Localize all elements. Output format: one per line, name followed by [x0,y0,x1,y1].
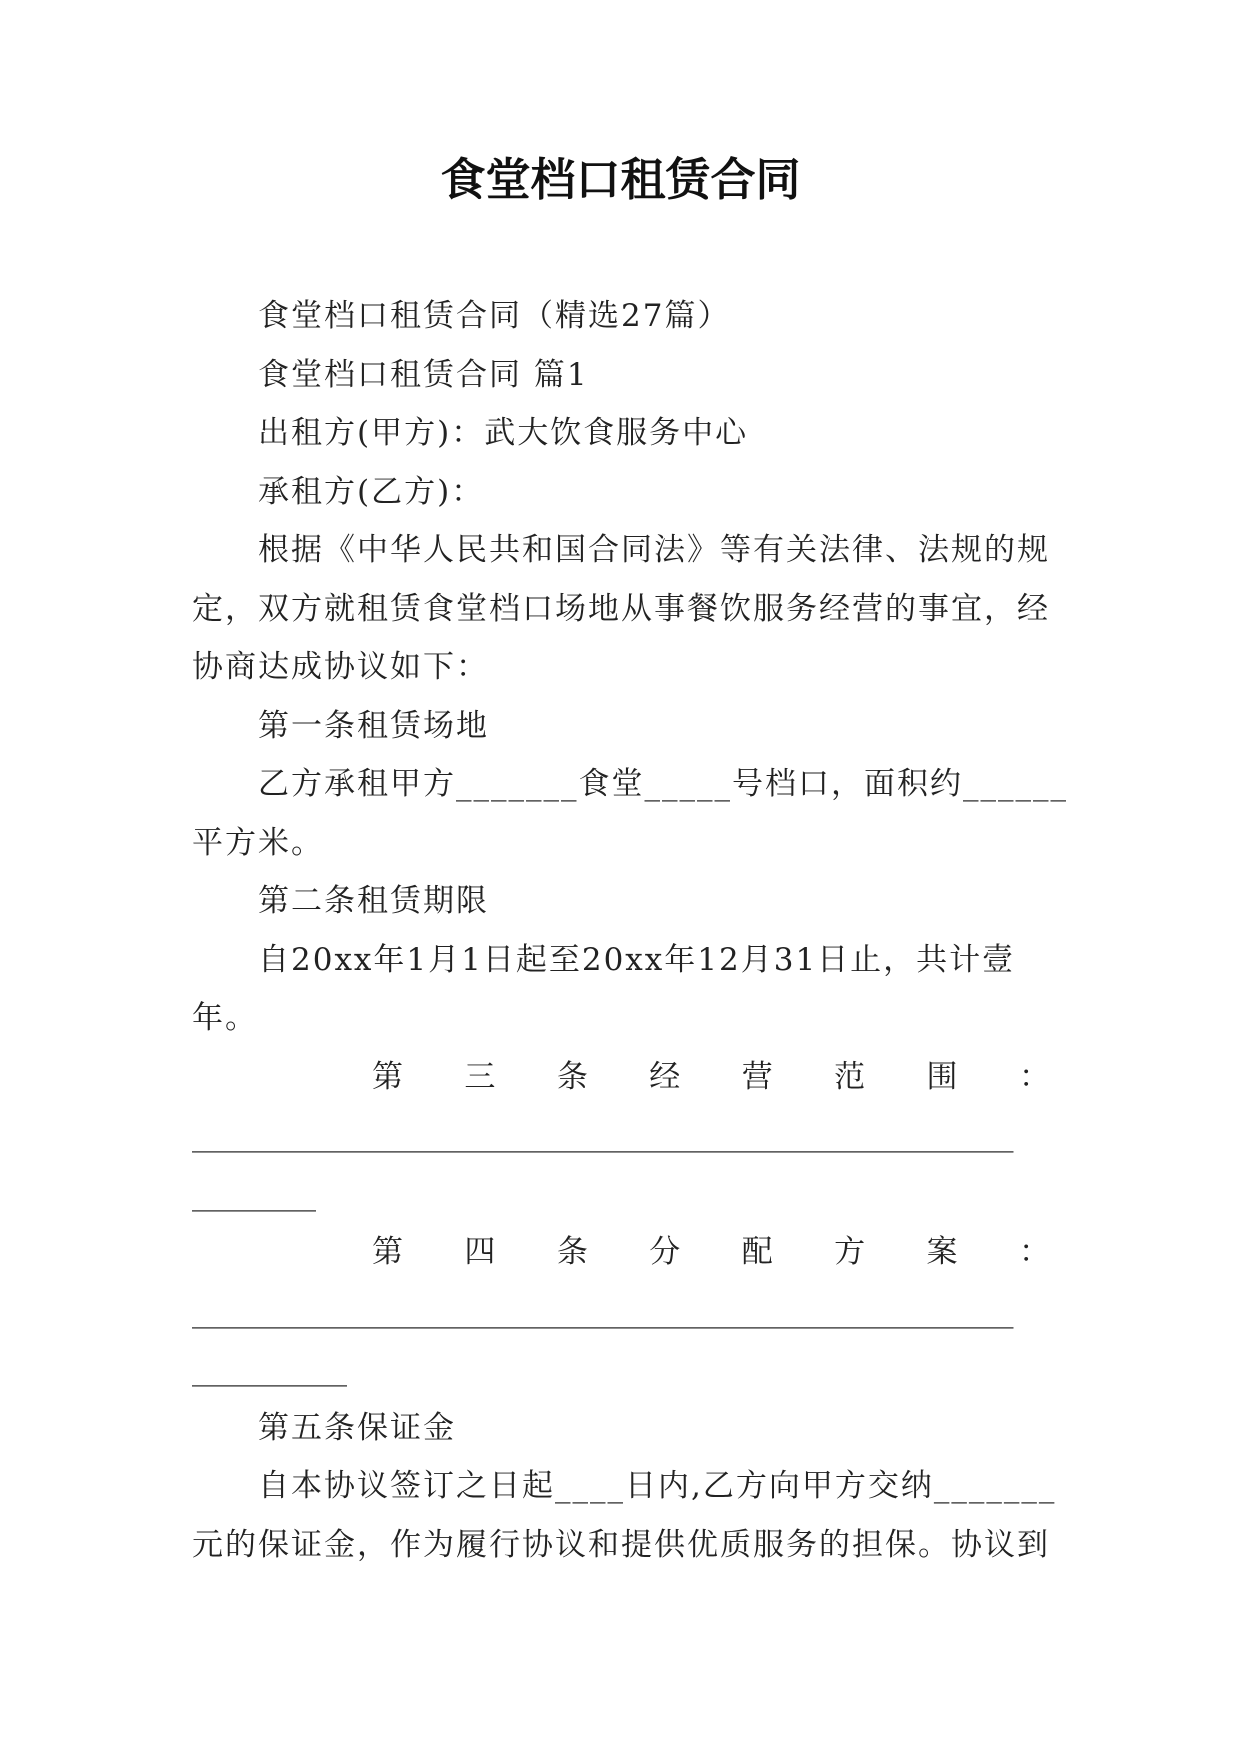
article-4-heading [192,1223,1052,1282]
article-5-text-line: 元的保证金，作为履行协议和提供优质服务的担保。协议到 [192,1526,1050,1563]
heading-char: 范 [834,1058,868,1095]
article-2-heading: 第二条租赁期限 [258,883,489,919]
document-title: 食堂档口租赁合同 [440,153,801,206]
paragraph-preamble-line: 根据《中华人民共和国合同法》等有关法律、法规的规 [258,532,1050,568]
heading-char: 条 [556,1234,590,1270]
heading-char: 经 [649,1058,683,1095]
paragraph-section-heading: 食堂档口租赁合同 篇1 [258,356,589,393]
article-2-text-line: 年。 [192,1000,258,1036]
paragraph-preamble-line: 定，双方就租赁食堂档口场地从事餐饮服务经营的事宜，经 [192,590,1050,627]
heading-char: 围 [926,1058,960,1095]
heading-char: ： [1018,1058,1052,1095]
heading-char: 第 [372,1058,405,1095]
heading-char: 配 [741,1234,775,1270]
heading-char: 四 [464,1234,498,1270]
article-1-heading: 第一条租赁场地 [258,707,489,744]
heading-char: 条 [556,1058,590,1095]
article-5-text-line: 自本协议签订之日起____日内,乙方向甲方交纳_______ [258,1468,1057,1504]
article-3-heading [192,1048,1052,1107]
article-2-text-line: 自20xx年1月1日起至20xx年12月31日止，共计壹 [258,941,1016,978]
heading-char: 案 [926,1234,960,1270]
article-3-blank-line: _____________________________________________________ [192,1117,1014,1153]
paragraph-lessor: 出租方(甲方)：武大饮食服务中心 [258,415,749,451]
heading-char: 营 [741,1058,775,1095]
heading-char: 第 [372,1234,405,1270]
article-3-blank-line: ________ [192,1175,316,1212]
article-4-blank-line: _____________________________________________________ [192,1292,1014,1329]
heading-char: 三 [464,1058,498,1095]
paragraph-subtitle: 食堂档口租赁合同（精选27篇） [258,298,731,334]
paragraph-lessee: 承租方(乙方)： [258,473,485,510]
document-body [192,287,1068,1574]
heading-char: ： [1018,1234,1052,1270]
paragraph-preamble-line: 协商达成协议如下： [192,649,489,685]
article-5-heading: 第五条保证金 [258,1409,456,1446]
article-4-blank-line: __________ [192,1351,347,1387]
heading-char: 分 [649,1234,683,1270]
article-1-text-line: 平方米。 [192,824,324,861]
article-1-text-line: 乙方承租甲方_______食堂_____号档口，面积约______ [258,766,1068,802]
heading-char: 方 [834,1234,868,1270]
